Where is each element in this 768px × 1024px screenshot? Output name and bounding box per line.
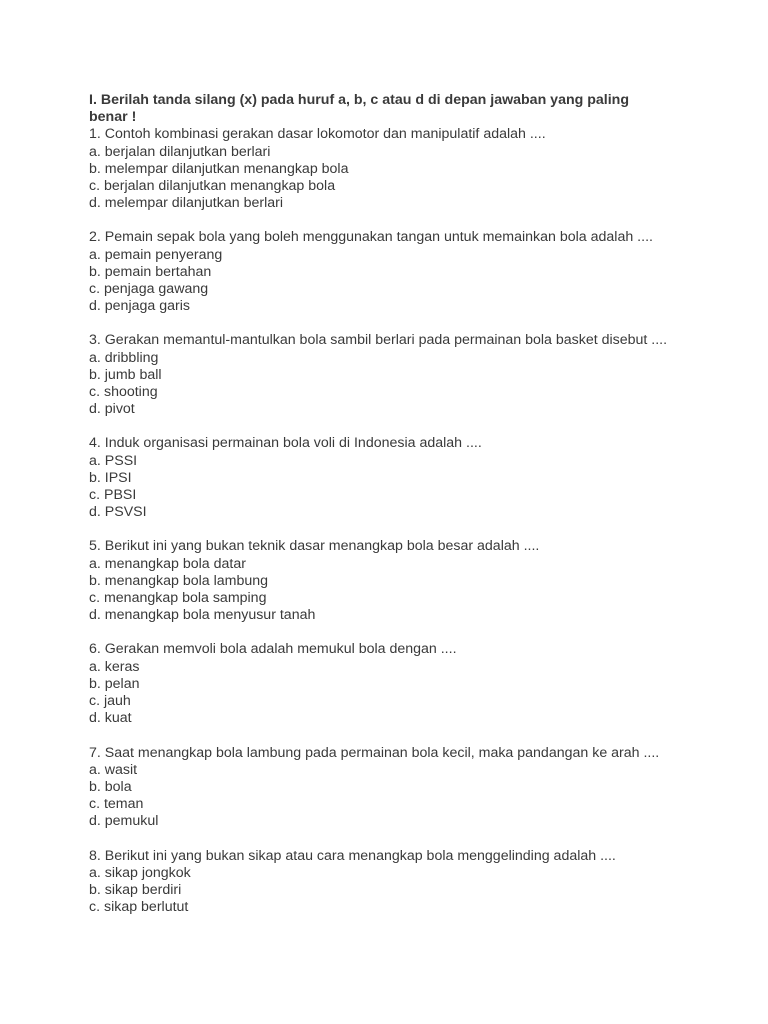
question-6 [89, 641, 689, 727]
option-c: c. sikap berlutut [89, 899, 189, 916]
option-d: d. PSVSI [89, 504, 147, 521]
question-text: 8. Berikut ini yang bukan sikap atau cara menangkap bola menggelinding adalah .... [89, 847, 616, 864]
question-1 [89, 126, 689, 212]
option-b: b. bola [89, 778, 132, 795]
option-c: c. PBSI [89, 487, 137, 504]
instruction-heading: I. Berilah tanda silang (x) pada huruf a, b, c atau d di depan jawaban yang paling benar ! [89, 92, 630, 126]
option-b: b. sikap berdiri [89, 881, 182, 898]
question-text: 7. Saat menangkap bola lambung pada permainan bola kecil, maka pandangan ke arah .... [89, 744, 660, 761]
option-a: a. menangkap bola datar [89, 555, 246, 572]
option-d: d. melempar dilanjutkan berlari [89, 195, 283, 212]
option-a: a. wasit [89, 761, 138, 778]
option-c: c. berjalan dilanjutkan menangkap bola [89, 178, 336, 195]
option-d: d. penjaga garis [89, 298, 190, 315]
question-text: 2. Pemain sepak bola yang boleh menggunakan tangan untuk memainkan bola adalah .... [89, 229, 653, 246]
document-page [89, 92, 689, 933]
option-a: a. keras [89, 658, 140, 675]
option-b: b. IPSI [89, 469, 132, 486]
option-a: a. pemain penyerang [89, 246, 223, 263]
question-3 [89, 332, 689, 418]
question-text: 4. Induk organisasi permainan bola voli di Indonesia adalah .... [89, 435, 482, 452]
option-a: a. berjalan dilanjutkan berlari [89, 143, 271, 160]
option-c: c. menangkap bola samping [89, 590, 267, 607]
question-text: 1. Contoh kombinasi gerakan dasar lokomotor dan manipulatif adalah .... [89, 126, 546, 143]
option-c: c. shooting [89, 384, 158, 401]
option-a: a. dribbling [89, 349, 159, 366]
option-b: b. pelan [89, 675, 140, 692]
option-b: b. jumb ball [89, 366, 162, 383]
option-c: c. teman [89, 796, 144, 813]
question-8 [89, 848, 689, 917]
question-text: 3. Gerakan memantul-mantulkan bola sambil berlari pada permainan bola basket disebut .... [89, 332, 668, 349]
question-7 [89, 745, 689, 831]
question-2 [89, 229, 689, 315]
option-a: a. sikap jongkok [89, 864, 191, 881]
option-b: b. melempar dilanjutkan menangkap bola [89, 160, 349, 177]
option-b: b. pemain bertahan [89, 263, 212, 280]
option-b: b. menangkap bola lambung [89, 572, 269, 589]
option-c: c. penjaga gawang [89, 281, 209, 298]
option-d: d. pivot [89, 401, 135, 418]
question-4 [89, 435, 689, 521]
option-d: d. menangkap bola menyusur tanah [89, 607, 316, 624]
question-text: 6. Gerakan memvoli bola adalah memukul bola dengan .... [89, 641, 457, 658]
option-d: d. kuat [89, 710, 132, 727]
question-text: 5. Berikut ini yang bukan teknik dasar menangkap bola besar adalah .... [89, 538, 540, 555]
option-a: a. PSSI [89, 452, 138, 469]
option-d: d. pemukul [89, 813, 159, 830]
option-c: c. jauh [89, 693, 131, 710]
question-5 [89, 538, 689, 624]
